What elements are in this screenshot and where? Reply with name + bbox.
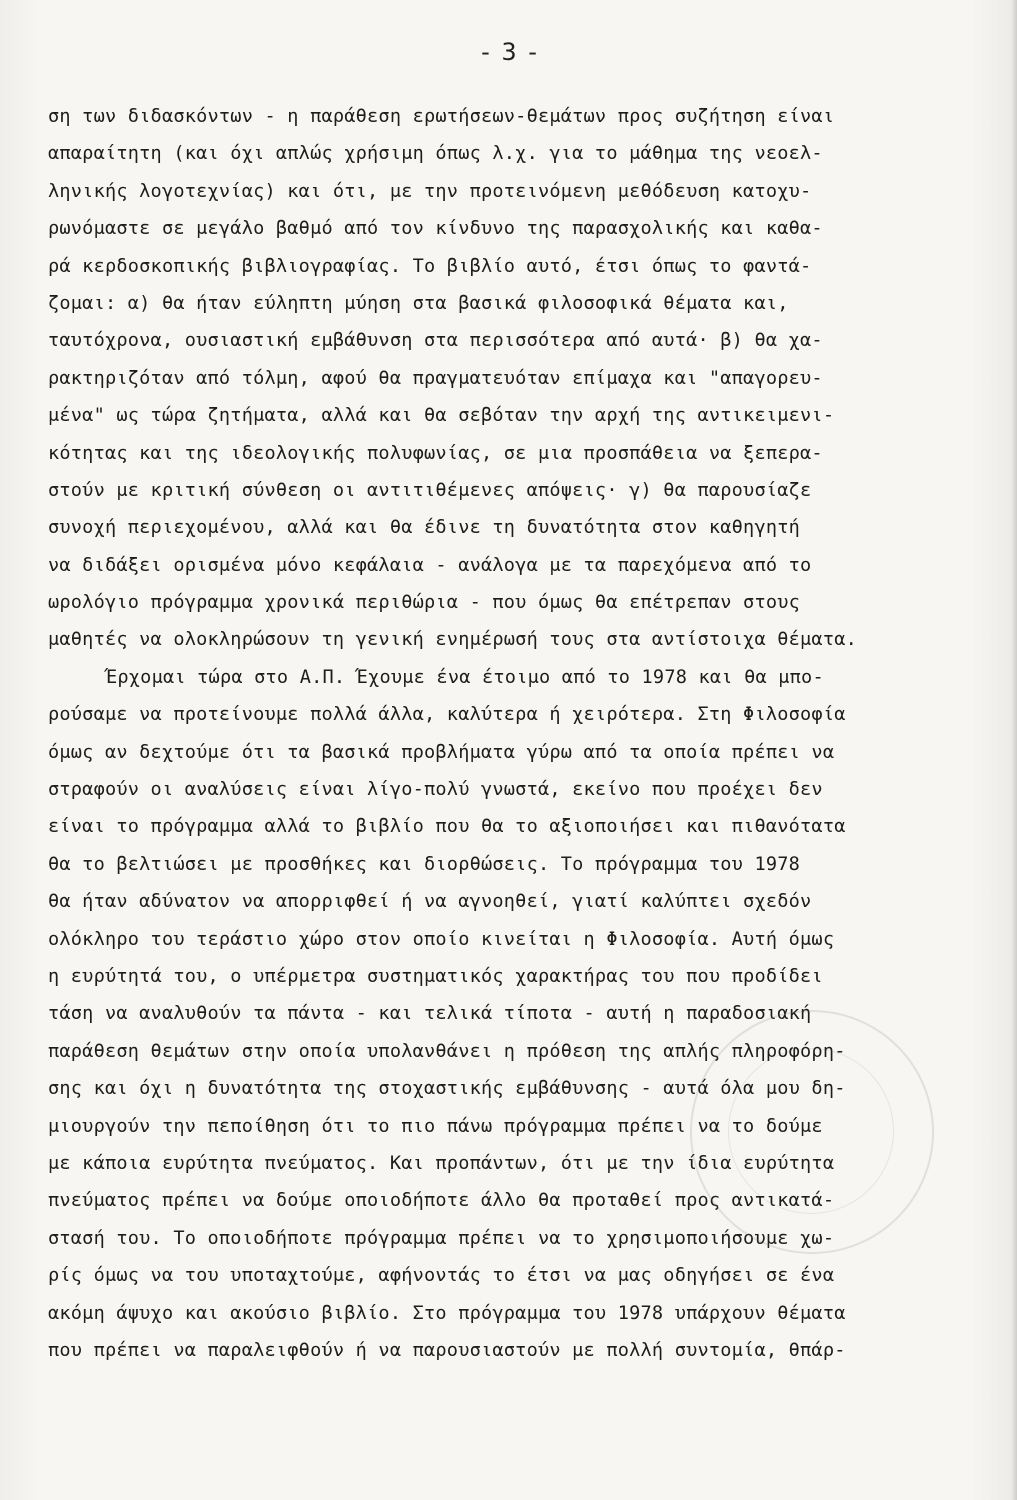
text-line: θα ήταν αδύνατον να απορριφθεί ή να αγνοηθεί, γιατί καλύπτει σχεδόν <box>48 891 812 913</box>
text-line: όμως αν δεχτούμε ότι τα βασικά προβλήματα γύρω από τα οποία πρέπει να <box>48 741 835 763</box>
text-line: τάση να αναλυθούν τα πάντα - και τελικά τίποτα - αυτή η παραδοσιακή <box>48 1003 812 1025</box>
text-line: ταυτόχρονα, ουσιαστική εμβάθυνση στα περισσότερα από αυτά· β) θα χα- <box>48 330 823 352</box>
page-number: - 3 - <box>481 38 539 66</box>
text-line: με κάποια ευρύτητα πνεύματος. Και προπάντων, ότι με την ίδια ευρύτητα <box>48 1152 835 1174</box>
text-line: είναι το πρόγραμμα αλλά το βιβλίο που θα το αξιοποιήσει και πιθανότατα <box>48 816 846 838</box>
text-line: μένα" ως τώρα ζητήματα, αλλά και θα σεβόταν την αρχή της αντικειμενι- <box>48 405 835 427</box>
text-line: που πρέπει να παραλειφθούν ή να παρουσιαστούν με πολλή συντομία, θπάρ- <box>48 1339 846 1361</box>
text-line: ακόμη άψυχο και ακούσιο βιβλίο. Στο πρόγραμμα του 1978 υπάρχουν θέματα <box>48 1302 846 1324</box>
text-line: ζομαι: α) θα ήταν εύληπτη μύηση στα βασικά φιλοσοφικά θέματα και, <box>48 292 789 314</box>
text-line: συνοχή περιεχομένου, αλλά και θα έδινε τη δυνατότητα στον καθηγητή <box>48 517 801 539</box>
text-line: στασή του. Το οποιοδήποτε πρόγραμμα πρέπει να το χρησιμοποιήσουμε χω- <box>48 1227 835 1249</box>
text-line: ρά κερδοσκοπικής βιβλιογραφίας. Το βιβλίο αυτό, έτσι όπως το φαντά- <box>48 255 812 277</box>
text-line: μαθητές να ολοκληρώσουν τη γενική ενημέρωσή τους στα αντίστοιχα θέματα. <box>48 629 858 651</box>
text-line: ρακτηριζόταν από τόλμη, αφού θα πραγματευόταν επίμαχα και "απαγορευ- <box>48 367 823 389</box>
text-line: κότητας και της ιδεολογικής πολυφωνίας, σε μια προσπάθεια να ξεπερα- <box>48 442 823 464</box>
text-line: η ευρύτητά του, ο υπέρμετρα συστηματικός χαρακτήρας του που προδίδει <box>48 965 823 987</box>
text-line: ληνικής λογοτεχνίας) και ότι, με την προτεινόμενη μεθόδευση κατοχυ- <box>48 180 812 202</box>
text-line: ολόκληρο του τεράστιο χώρο στον οποίο κινείται η Φιλοσοφία. Αυτή όμως <box>48 928 835 950</box>
text-line: παράθεση θεμάτων στην οποία υπολανθάνει η πρόθεση της απλής πληροφόρη- <box>48 1040 846 1062</box>
text-line: ρούσαμε να προτείνουμε πολλά άλλα, καλύτερα ή χειρότερα. Στη Φιλοσοφία <box>48 704 846 726</box>
body-text <box>48 98 1013 1369</box>
text-line: απαραίτητη (και όχι απλώς χρήσιμη όπως λ.χ. για το μάθημα της νεοελ- <box>48 143 823 165</box>
paragraph-start-line: Έρχομαι τώρα στο Α.Π. Έχουμε ένα έτοιμο από το 1978 και θα μπο- <box>106 666 824 688</box>
text-line: ση των διδασκόντων - η παράθεση ερωτήσεων-θεμάτων προς συζήτηση είναι <box>48 106 835 127</box>
text-line: ωρολόγιο πρόγραμμα χρονικά περιθώρια - που όμως θα επέτρεπαν στους <box>48 592 801 614</box>
text-line: ρωνόμαστε σε μεγάλο βαθμό από τον κίνδυνο της παρασχολικής και καθα- <box>48 218 823 240</box>
text-line: στούν με κριτική σύνθεση οι αντιτιθέμενες απόψεις· γ) θα παρουσίαζε <box>48 479 812 501</box>
text-line: στραφούν οι αναλύσεις είναι λίγο-πολύ γνωστά, εκείνο που προέχει δεν <box>48 779 823 801</box>
text-line: θα το βελτιώσει με προσθήκες και διορθώσεις. Το πρόγραμμα του 1978 <box>48 853 801 875</box>
text-line: να διδάξει ορισμένα μόνο κεφάλαια - ανάλογα με τα παρεχόμενα από το <box>48 554 812 576</box>
page-edge-shadow <box>1011 0 1017 1500</box>
text-line: μιουργούν την πεποίθηση ότι το πιο πάνω πρόγραμμα πρέπει να το δούμε <box>48 1115 823 1137</box>
text-line: σης και όχι η δυνατότητα της στοχαστικής εμβάθυνσης - αυτά όλα μου δη- <box>48 1078 846 1100</box>
text-line: ρίς όμως να του υποταχτούμε, αφήνοντάς το έτσι να μας οδηγήσει σε ένα <box>48 1265 835 1287</box>
text-line: πνεύματος πρέπει να δούμε οποιοδήποτε άλλο θα προταθεί προς αντικατά- <box>48 1190 835 1212</box>
